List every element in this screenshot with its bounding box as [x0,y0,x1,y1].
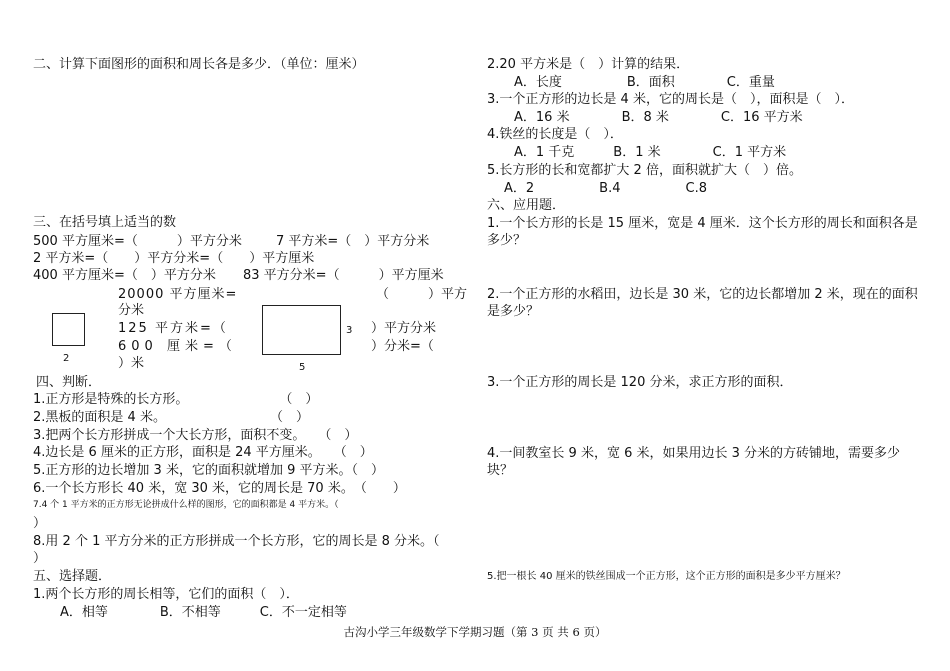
choice-3-options: A．16 米 B．8 米 C．16 平方米 [514,110,803,125]
judge-item-5: 5.正方形的边长增加 3 米，它的面积就增加 9 平方米。（ ） [33,463,384,478]
judge-item-2: 2.黑板的面积是 4 米。 （ ） [33,410,309,425]
judge-item-4: 4.边长是 6 厘米的正方形，面积是 24 平方厘米。 （ ） [33,445,373,460]
judge-item-3: 3.把两个长方形拼成一个大长方形，面积不变。 （ ） [33,428,358,443]
choice-2-options: A．长度 B．面积 C．重量 [514,75,775,90]
section-3-title: 三、在括号填上适当的数 [33,215,177,230]
choice-5-options: A．2 B.4 C.8 [504,181,707,196]
rectangle-height-label: 3 [346,325,353,336]
judge-item-7: 7.4 个 1 平方米的正方形无论拼成什么样的图形，它的面积都是 4 平方米。（ [33,500,339,510]
choice-1-options: A．相等 B．不相等 C．不一定相等 [60,605,347,620]
rectangle-figure [262,305,341,355]
page-footer: 古沟小学三年级数学下学期习题（第 3 页 共 6 页） [343,625,607,639]
application-3: 3.一个正方形的周长是 120 分米，求正方形的面积． [487,375,793,390]
choice-5-question: 5.长方形的长和宽都扩大 2 倍，面积就扩大（ ）倍。 [487,163,802,178]
rectangle-width-label: 5 [299,362,306,373]
section-2-title: 二、计算下面图形的面积和周长各是多少．（单位：厘米） [33,57,365,72]
judge-item-8: 8.用 2 个 1 平方分米的正方形拼成一个长方形，它的周长是 8 分米。（ [33,534,440,549]
choice-4-question: 4.铁丝的长度是（ ）． [487,127,623,142]
application-2: 2.一个正方形的水稻田，边长是 30 米，它的边长都增加 2 米，现在的面积是多少？ [487,287,918,319]
fill-row-1b: 7 平方米=（ ）平方分米 [276,234,430,249]
section-5-title: 五、选择题． [33,569,112,584]
application-1: 1.一个长方形的长是 15 厘米，宽是 4 厘米．这个长方形的周长和面积各是多少？ [487,216,918,248]
choice-2-question: 2.20 平方米是（ ）计算的结果． [487,57,690,72]
square-side-label: 2 [63,353,70,364]
section-4-title: 四、判断． [36,375,102,390]
application-5: 5.把一根长 40 厘米的铁丝围成一个正方形，这个正方形的面积是多少平方厘米？ [487,571,846,582]
fill-row-1a: 500 平方厘米=（ ）平方分米 [33,234,242,249]
fill-row-6b: ）分米=（ [371,339,434,354]
fill-row-2: 2 平方米=（ ）平方分米=（ ）平方厘米 [33,251,315,266]
fill-row-4a: 20000 平方厘米= [118,287,238,302]
fill-row-3a: 400 平方厘米=（ ）平方分米 [33,268,216,283]
choice-1-question: 1.两个长方形的周长相等，它们的面积（ ）． [33,587,299,602]
choice-4-options: A．1 千克 B．1 米 C．1 平方米 [514,145,787,160]
square-figure [52,313,85,346]
section-6-title: 六、应用题． [487,198,566,213]
fill-row-5a: 125 平方米=（ [118,321,228,336]
fill-row-5b: ）平方分米 [371,321,437,336]
fill-row-3b: 83 平方分米=（ ）平方厘米 [243,268,444,283]
judge-item-8-bracket: ） [33,551,47,566]
application-4: 4.一间教室长 9 米，宽 6 米，如果用边长 3 分米的方砖铺地，需要多少块？ [487,446,901,478]
choice-3-question: 3.一个正方形的边长是 4 米，它的周长是（ ），面积是（ ）． [487,92,854,107]
judge-item-6: 6.一个长方形长 40 米，宽 30 米，它的周长是 70 米。 （ ） [33,481,406,496]
fill-row-6a: 600 厘米=（ [118,339,237,354]
fill-row-4c: 分米 [118,303,145,318]
judge-item-7-bracket: ） [33,516,47,531]
fill-row-4b: （ ）平方 [376,287,468,302]
judge-item-1: 1.正方形是特殊的长方形。 （ ） [33,392,319,407]
fill-row-6c: ）米 [118,356,145,371]
